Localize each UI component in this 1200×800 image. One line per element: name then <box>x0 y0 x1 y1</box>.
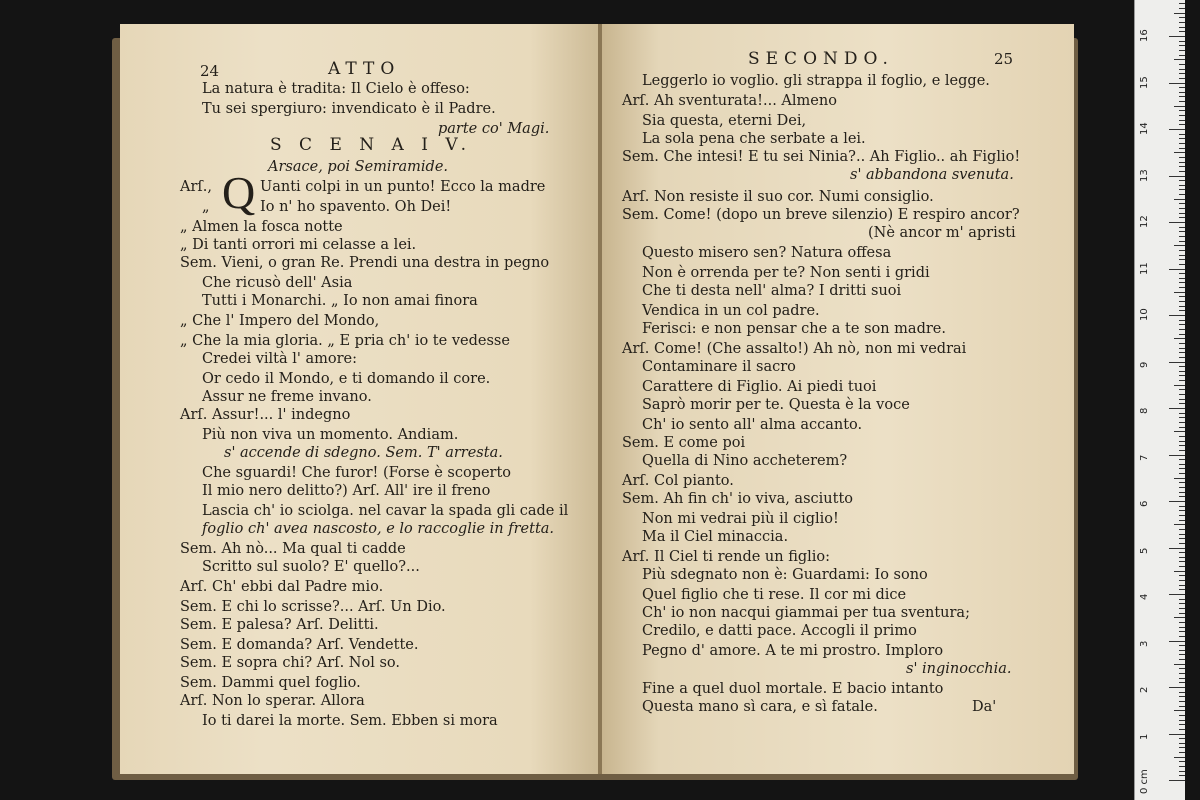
ruler-tick <box>1179 357 1185 358</box>
text-line: Sem. E palesa? Arſ. Delitti. <box>180 617 379 633</box>
text-line: La natura è tradita: Il Cielo è offeso: <box>202 81 470 97</box>
text-line: Leggerlo io voglio. gli strappa il foglio, e legge. <box>642 73 990 89</box>
text-line: foglio ch' avea nascosto, e lo raccoglie in fretta. <box>202 521 555 537</box>
text-line: Quel figlio che ti rese. Il cor mi dice <box>642 587 907 603</box>
ruler-tick <box>1179 138 1185 139</box>
ruler-tick <box>1179 427 1185 428</box>
ruler-tick <box>1179 45 1185 46</box>
ruler-tick <box>1179 534 1185 535</box>
right-page <box>602 24 1074 774</box>
ruler-tick <box>1169 315 1185 316</box>
text-line: Pegno d' amore. A te mi prostro. Imploro <box>642 643 944 659</box>
ruler-tick <box>1174 385 1185 386</box>
ruler-number: 15 <box>1139 75 1150 89</box>
text-line: Arſ. Ch' ebbi dal Padre mio. <box>180 579 384 595</box>
ruler-tick <box>1169 594 1185 595</box>
text-line: Arſ., <box>180 179 212 195</box>
ruler-tick <box>1179 552 1185 553</box>
ruler-tick <box>1179 375 1185 376</box>
text-line: Sem. Come! (dopo un breve silenzio) E respiro ancor? <box>622 207 1020 223</box>
text-line: s' abbandona svenuta. <box>850 167 1014 183</box>
drop-cap: Q <box>222 167 256 218</box>
ruler-tick <box>1179 566 1185 567</box>
ruler-tick <box>1179 194 1185 195</box>
ruler-tick <box>1179 278 1185 279</box>
ruler-tick <box>1169 455 1185 456</box>
ruler-tick <box>1179 55 1185 56</box>
ruler-tick <box>1179 255 1185 256</box>
ruler-tick <box>1174 571 1185 572</box>
ruler-tick <box>1179 422 1185 423</box>
ruler-tick <box>1179 394 1185 395</box>
ruler-tick <box>1179 329 1185 330</box>
text-line: Non mi vedrai più il ciglio! <box>642 511 839 527</box>
ruler-tick <box>1179 720 1185 721</box>
ruler-number: 3 <box>1139 640 1150 647</box>
text-line: Contaminare il sacro <box>642 359 796 375</box>
text-line: Ferisci: e non pensar che a te son madre. <box>642 321 946 337</box>
text-line: Più sdegnato non è: Guardami: Io sono <box>642 567 928 583</box>
text-line: „ Che la mia gloria. „ E pria ch' io te vedesse <box>180 333 510 349</box>
running-header-left: ATTO <box>328 59 401 79</box>
ruler-tick <box>1179 752 1185 753</box>
ruler-tick <box>1169 83 1185 84</box>
ruler-tick <box>1179 492 1185 493</box>
page-number-right: 25 <box>994 50 1014 68</box>
ruler-tick <box>1179 515 1185 516</box>
ruler-tick <box>1179 73 1185 74</box>
ruler-tick <box>1179 296 1185 297</box>
text-line: Arſ. Come! (Che assalto!) Ah nò, non mi vedrai <box>622 341 967 357</box>
ruler-number: 6 <box>1139 500 1150 507</box>
text-line: Ch' io non nacqui giammai per tua sventura; <box>642 605 970 621</box>
ruler-tick <box>1179 180 1185 181</box>
open-book <box>112 24 1078 780</box>
text-line: Che sguardi! Che furor! (Forse è scoperto <box>202 465 512 481</box>
text-line: Arsace, poi Semiramide. <box>268 159 449 175</box>
text-line: Che ricusò dell' Asia <box>202 275 353 291</box>
ruler-tick <box>1179 473 1185 474</box>
text-line: Arſ. Col pianto. <box>622 473 734 489</box>
ruler-tick <box>1179 585 1185 586</box>
ruler-tick <box>1179 450 1185 451</box>
ruler-tick <box>1174 710 1185 711</box>
ruler-tick <box>1179 743 1185 744</box>
text-line: Sem. E chi lo scrisse?... Arſ. Un Dio. <box>180 599 446 615</box>
text-line: „ Di tanti orrori mi celasse a lei. <box>180 237 417 253</box>
text-line: Questa mano sì cara, e sì fatale. <box>642 699 878 715</box>
ruler-tick <box>1179 650 1185 651</box>
ruler-tick <box>1179 724 1185 725</box>
ruler-tick <box>1179 287 1185 288</box>
ruler-tick <box>1179 775 1185 776</box>
ruler-number: 11 <box>1139 261 1150 275</box>
ruler-number: 1 <box>1139 733 1150 740</box>
text-line: Lascia ch' io sciolga. nel cavar la spada gli cade il <box>202 503 569 519</box>
ruler-number: 7 <box>1139 454 1150 461</box>
text-line: Il mio nero delitto?) Arſ. All' ire il freno <box>202 483 491 499</box>
ruler-tick <box>1179 399 1185 400</box>
ruler-tick <box>1179 96 1185 97</box>
ruler-tick <box>1179 380 1185 381</box>
ruler-tick <box>1179 162 1185 163</box>
ruler-tick <box>1179 78 1185 79</box>
ruler-tick <box>1174 106 1185 107</box>
ruler-tick <box>1179 561 1185 562</box>
text-line: Sem. Dammi quel foglio. <box>180 675 361 691</box>
ruler-tick <box>1179 320 1185 321</box>
ruler-tick <box>1179 608 1185 609</box>
text-line: Più non viva un momento. Andiam. <box>202 427 459 443</box>
ruler-number: 8 <box>1139 407 1150 414</box>
ruler-tick <box>1174 199 1185 200</box>
text-line: Che ti desta nell' alma? I dritti suoi <box>642 283 902 299</box>
ruler-unit-label: 0 cm <box>1139 769 1150 794</box>
text-line: Tu sei spergiuro: invendicato è il Padre. <box>202 101 496 117</box>
text-line: Sem. E come poi <box>622 435 746 451</box>
ruler-number: 16 <box>1139 29 1150 42</box>
ruler-tick <box>1179 306 1185 307</box>
text-line: Arſ. Assur!... l' indegno <box>180 407 351 423</box>
ruler-tick <box>1174 617 1185 618</box>
ruler-number: 4 <box>1139 593 1150 600</box>
text-line: Arſ. Ah sventurata!... Almeno <box>622 93 837 109</box>
ruler-tick <box>1174 757 1185 758</box>
ruler-tick <box>1179 241 1185 242</box>
ruler-tick <box>1179 143 1185 144</box>
text-line: Ch' io sento all' alma accanto. <box>642 417 863 433</box>
ruler-tick <box>1174 152 1185 153</box>
text-line: „ Almen la fosca notte <box>180 219 343 235</box>
text-line: Credei viltà l' amore: <box>202 351 358 367</box>
ruler-tick <box>1179 124 1185 125</box>
ruler-tick <box>1179 575 1185 576</box>
ruler-number: 9 <box>1139 361 1150 368</box>
ruler-tick <box>1174 292 1185 293</box>
ruler-tick <box>1169 780 1185 781</box>
ruler-tick <box>1179 645 1185 646</box>
ruler-tick <box>1179 273 1185 274</box>
ruler-tick <box>1179 110 1185 111</box>
text-line: Sem. Vieni, o gran Re. Prendi una destra in pegno <box>180 255 550 271</box>
ruler-tick <box>1179 120 1185 121</box>
text-line: S C E N A I V. <box>270 135 473 155</box>
ruler-tick <box>1179 543 1185 544</box>
ruler-tick <box>1179 41 1185 42</box>
ruler-tick <box>1179 520 1185 521</box>
text-line: „ Che l' Impero del Mondo, <box>180 313 380 329</box>
ruler-tick <box>1179 64 1185 65</box>
text-line: Vendica in un col padre. <box>642 303 820 319</box>
ruler-tick <box>1179 282 1185 283</box>
ruler-tick <box>1179 557 1185 558</box>
ruler-tick <box>1179 622 1185 623</box>
ruler-tick <box>1179 482 1185 483</box>
text-line: Sia questa, eterni Dei, <box>642 113 807 129</box>
ruler-number: 5 <box>1139 547 1150 554</box>
ruler-tick <box>1179 371 1185 372</box>
ruler-tick <box>1169 176 1185 177</box>
text-line: Sem. Ah nò... Ma qual ti cadde <box>180 541 406 557</box>
text-line: Sem. E domanda? Arſ. Vendette. <box>180 637 419 653</box>
ruler-tick <box>1179 213 1185 214</box>
ruler-tick <box>1179 613 1185 614</box>
ruler-tick <box>1179 441 1185 442</box>
page-number-left: 24 <box>200 62 220 80</box>
ruler-number: 14 <box>1139 122 1150 135</box>
ruler-tick <box>1179 692 1185 693</box>
ruler-tick <box>1169 548 1185 549</box>
ruler-tick <box>1179 631 1185 632</box>
ruler-tick <box>1174 245 1185 246</box>
ruler-tick <box>1179 8 1185 9</box>
ruler-tick <box>1179 348 1185 349</box>
ruler-tick <box>1179 506 1185 507</box>
ruler-tick <box>1179 31 1185 32</box>
ruler-number: 10 <box>1139 308 1150 321</box>
ruler-tick <box>1179 264 1185 265</box>
ruler-tick <box>1179 22 1185 23</box>
ruler-tick <box>1179 166 1185 167</box>
ruler-tick <box>1179 654 1185 655</box>
ruler-tick <box>1179 627 1185 628</box>
ruler-tick <box>1179 468 1185 469</box>
text-line: Carattere di Figlio. Ai piedi tuoi <box>642 379 877 395</box>
ruler-tick <box>1169 501 1185 502</box>
text-line: Tutti i Monarchi. „ Io non amai finora <box>202 293 478 309</box>
ruler-tick <box>1179 715 1185 716</box>
ruler-tick <box>1179 696 1185 697</box>
ruler-tick <box>1179 538 1185 539</box>
text-line: Arſ. Il Ciel ti rende un figlio: <box>622 549 831 565</box>
text-line: Da' <box>972 699 997 715</box>
ruler-tick <box>1169 408 1185 409</box>
ruler-tick <box>1179 636 1185 637</box>
text-line: Io ti darei la morte. Sem. Ebben si mora <box>202 713 498 729</box>
ruler-tick <box>1179 208 1185 209</box>
ruler-tick <box>1179 389 1185 390</box>
ruler-tick <box>1179 134 1185 135</box>
ruler-tick <box>1179 599 1185 600</box>
ruler-tick <box>1169 129 1185 130</box>
ruler-tick <box>1179 459 1185 460</box>
ruler-tick <box>1179 413 1185 414</box>
ruler-tick <box>1179 529 1185 530</box>
text-line: Quella di Nino accheterem? <box>642 453 848 469</box>
ruler-tick <box>1169 362 1185 363</box>
ruler-tick <box>1179 464 1185 465</box>
ruler-tick <box>1179 101 1185 102</box>
text-line: Non è orrenda per te? Non senti i gridi <box>642 265 930 281</box>
text-line: Arſ. Non lo sperar. Allora <box>180 693 365 709</box>
ruler-tick <box>1179 227 1185 228</box>
text-line: s' accende di sdegno. Sem. T' arresta. <box>224 445 503 461</box>
ruler-tick <box>1174 59 1185 60</box>
ruler-tick <box>1179 189 1185 190</box>
ruler-tick <box>1179 580 1185 581</box>
text-line: (Nè ancor m' apristi <box>868 225 1016 241</box>
text-line: Arſ. Non resiste il suo cor. Numi consiglio. <box>622 189 934 205</box>
ruler-number: 12 <box>1139 215 1150 228</box>
ruler-tick <box>1179 603 1185 604</box>
ruler-tick <box>1179 171 1185 172</box>
left-page <box>120 24 602 774</box>
ruler-tick <box>1179 250 1185 251</box>
ruler-tick <box>1179 236 1185 237</box>
ruler-tick <box>1179 334 1185 335</box>
ruler-tick <box>1179 185 1185 186</box>
ruler-tick <box>1179 157 1185 158</box>
ruler-tick <box>1179 729 1185 730</box>
ruler-tick <box>1179 589 1185 590</box>
ruler-tick <box>1174 524 1185 525</box>
ruler-tick <box>1179 510 1185 511</box>
text-line: Scritto sul suolo? E' quello?... <box>202 559 420 575</box>
ruler-tick <box>1179 115 1185 116</box>
ruler-tick <box>1179 445 1185 446</box>
text-line: parte co' Magi. <box>438 121 550 137</box>
ruler-tick <box>1179 761 1185 762</box>
ruler-number: 13 <box>1139 168 1150 182</box>
ruler-tick <box>1179 301 1185 302</box>
ruler-tick <box>1169 269 1185 270</box>
text-line: Ma il Ciel minaccia. <box>642 529 789 545</box>
ruler-tick <box>1179 3 1185 4</box>
ruler-tick <box>1179 403 1185 404</box>
ruler-tick <box>1179 668 1185 669</box>
ruler-tick <box>1174 478 1185 479</box>
ruler-tick <box>1179 92 1185 93</box>
ruler-tick <box>1179 27 1185 28</box>
ruler-tick <box>1179 487 1185 488</box>
ruler-tick <box>1174 431 1185 432</box>
ruler-tick <box>1179 659 1185 660</box>
ruler-tick <box>1179 766 1185 767</box>
text-line: Credilo, e datti pace. Accogli il primo <box>642 623 917 639</box>
text-line: Assur ne freme invano. <box>202 389 372 405</box>
ruler-tick <box>1179 310 1185 311</box>
text-line: Questo misero sen? Natura offesa <box>642 245 892 261</box>
text-line: s' inginocchia. <box>906 661 1012 677</box>
text-line: Fine a quel duol mortale. E bacio intanto <box>642 681 944 697</box>
ruler-tick <box>1169 641 1185 642</box>
ruler-tick <box>1169 687 1185 688</box>
ruler-number: 2 <box>1139 686 1150 693</box>
running-header-right: SECONDO. <box>748 49 894 69</box>
text-line: Saprò morir per te. Questa è la voce <box>642 397 910 413</box>
ruler-tick <box>1179 496 1185 497</box>
ruler-tick <box>1179 324 1185 325</box>
ruler-tick <box>1179 701 1185 702</box>
ruler-tick <box>1179 678 1185 679</box>
ruler-tick <box>1179 203 1185 204</box>
text-line: Sem. E sopra chi? Arſ. Nol so. <box>180 655 400 671</box>
ruler-tick <box>1179 436 1185 437</box>
ruler-tick <box>1169 36 1185 37</box>
ruler-tick <box>1179 771 1185 772</box>
ruler-tick <box>1174 664 1185 665</box>
ruler-tick <box>1179 366 1185 367</box>
ruler-tick <box>1169 734 1185 735</box>
ruler-tick <box>1179 50 1185 51</box>
ruler-tick <box>1179 17 1185 18</box>
ruler-tick <box>1179 747 1185 748</box>
text-line: Io n' ho spavento. Oh Dei! <box>260 199 452 215</box>
text-line: Or cedo il Mondo, e ti domando il core. <box>202 371 491 387</box>
ruler-tick <box>1179 69 1185 70</box>
ruler-tick <box>1179 706 1185 707</box>
ruler-tick <box>1179 673 1185 674</box>
text-line: La sola pena che serbate a lei. <box>642 131 866 147</box>
ruler-tick <box>1179 352 1185 353</box>
ruler-tick <box>1169 222 1185 223</box>
text-line: Uanti colpi in un punto! Ecco la madre <box>260 179 546 195</box>
ruler-tick <box>1179 217 1185 218</box>
text-line: Sem. Che intesi! E tu sei Ninia?.. Ah Figlio.. ah Figlio! <box>622 149 1021 165</box>
ruler-tick <box>1179 259 1185 260</box>
ruler-tick <box>1179 87 1185 88</box>
text-line: Sem. Ah fin ch' io viva, asciutto <box>622 491 854 507</box>
ruler-tick <box>1179 682 1185 683</box>
ruler-tick <box>1174 338 1185 339</box>
measuring-ruler <box>1134 0 1185 800</box>
ruler-tick <box>1179 738 1185 739</box>
ruler-tick <box>1179 343 1185 344</box>
text-line: „ <box>202 199 210 215</box>
ruler-tick <box>1179 148 1185 149</box>
ruler-tick <box>1179 231 1185 232</box>
ruler-tick <box>1174 13 1185 14</box>
ruler-tick <box>1179 417 1185 418</box>
